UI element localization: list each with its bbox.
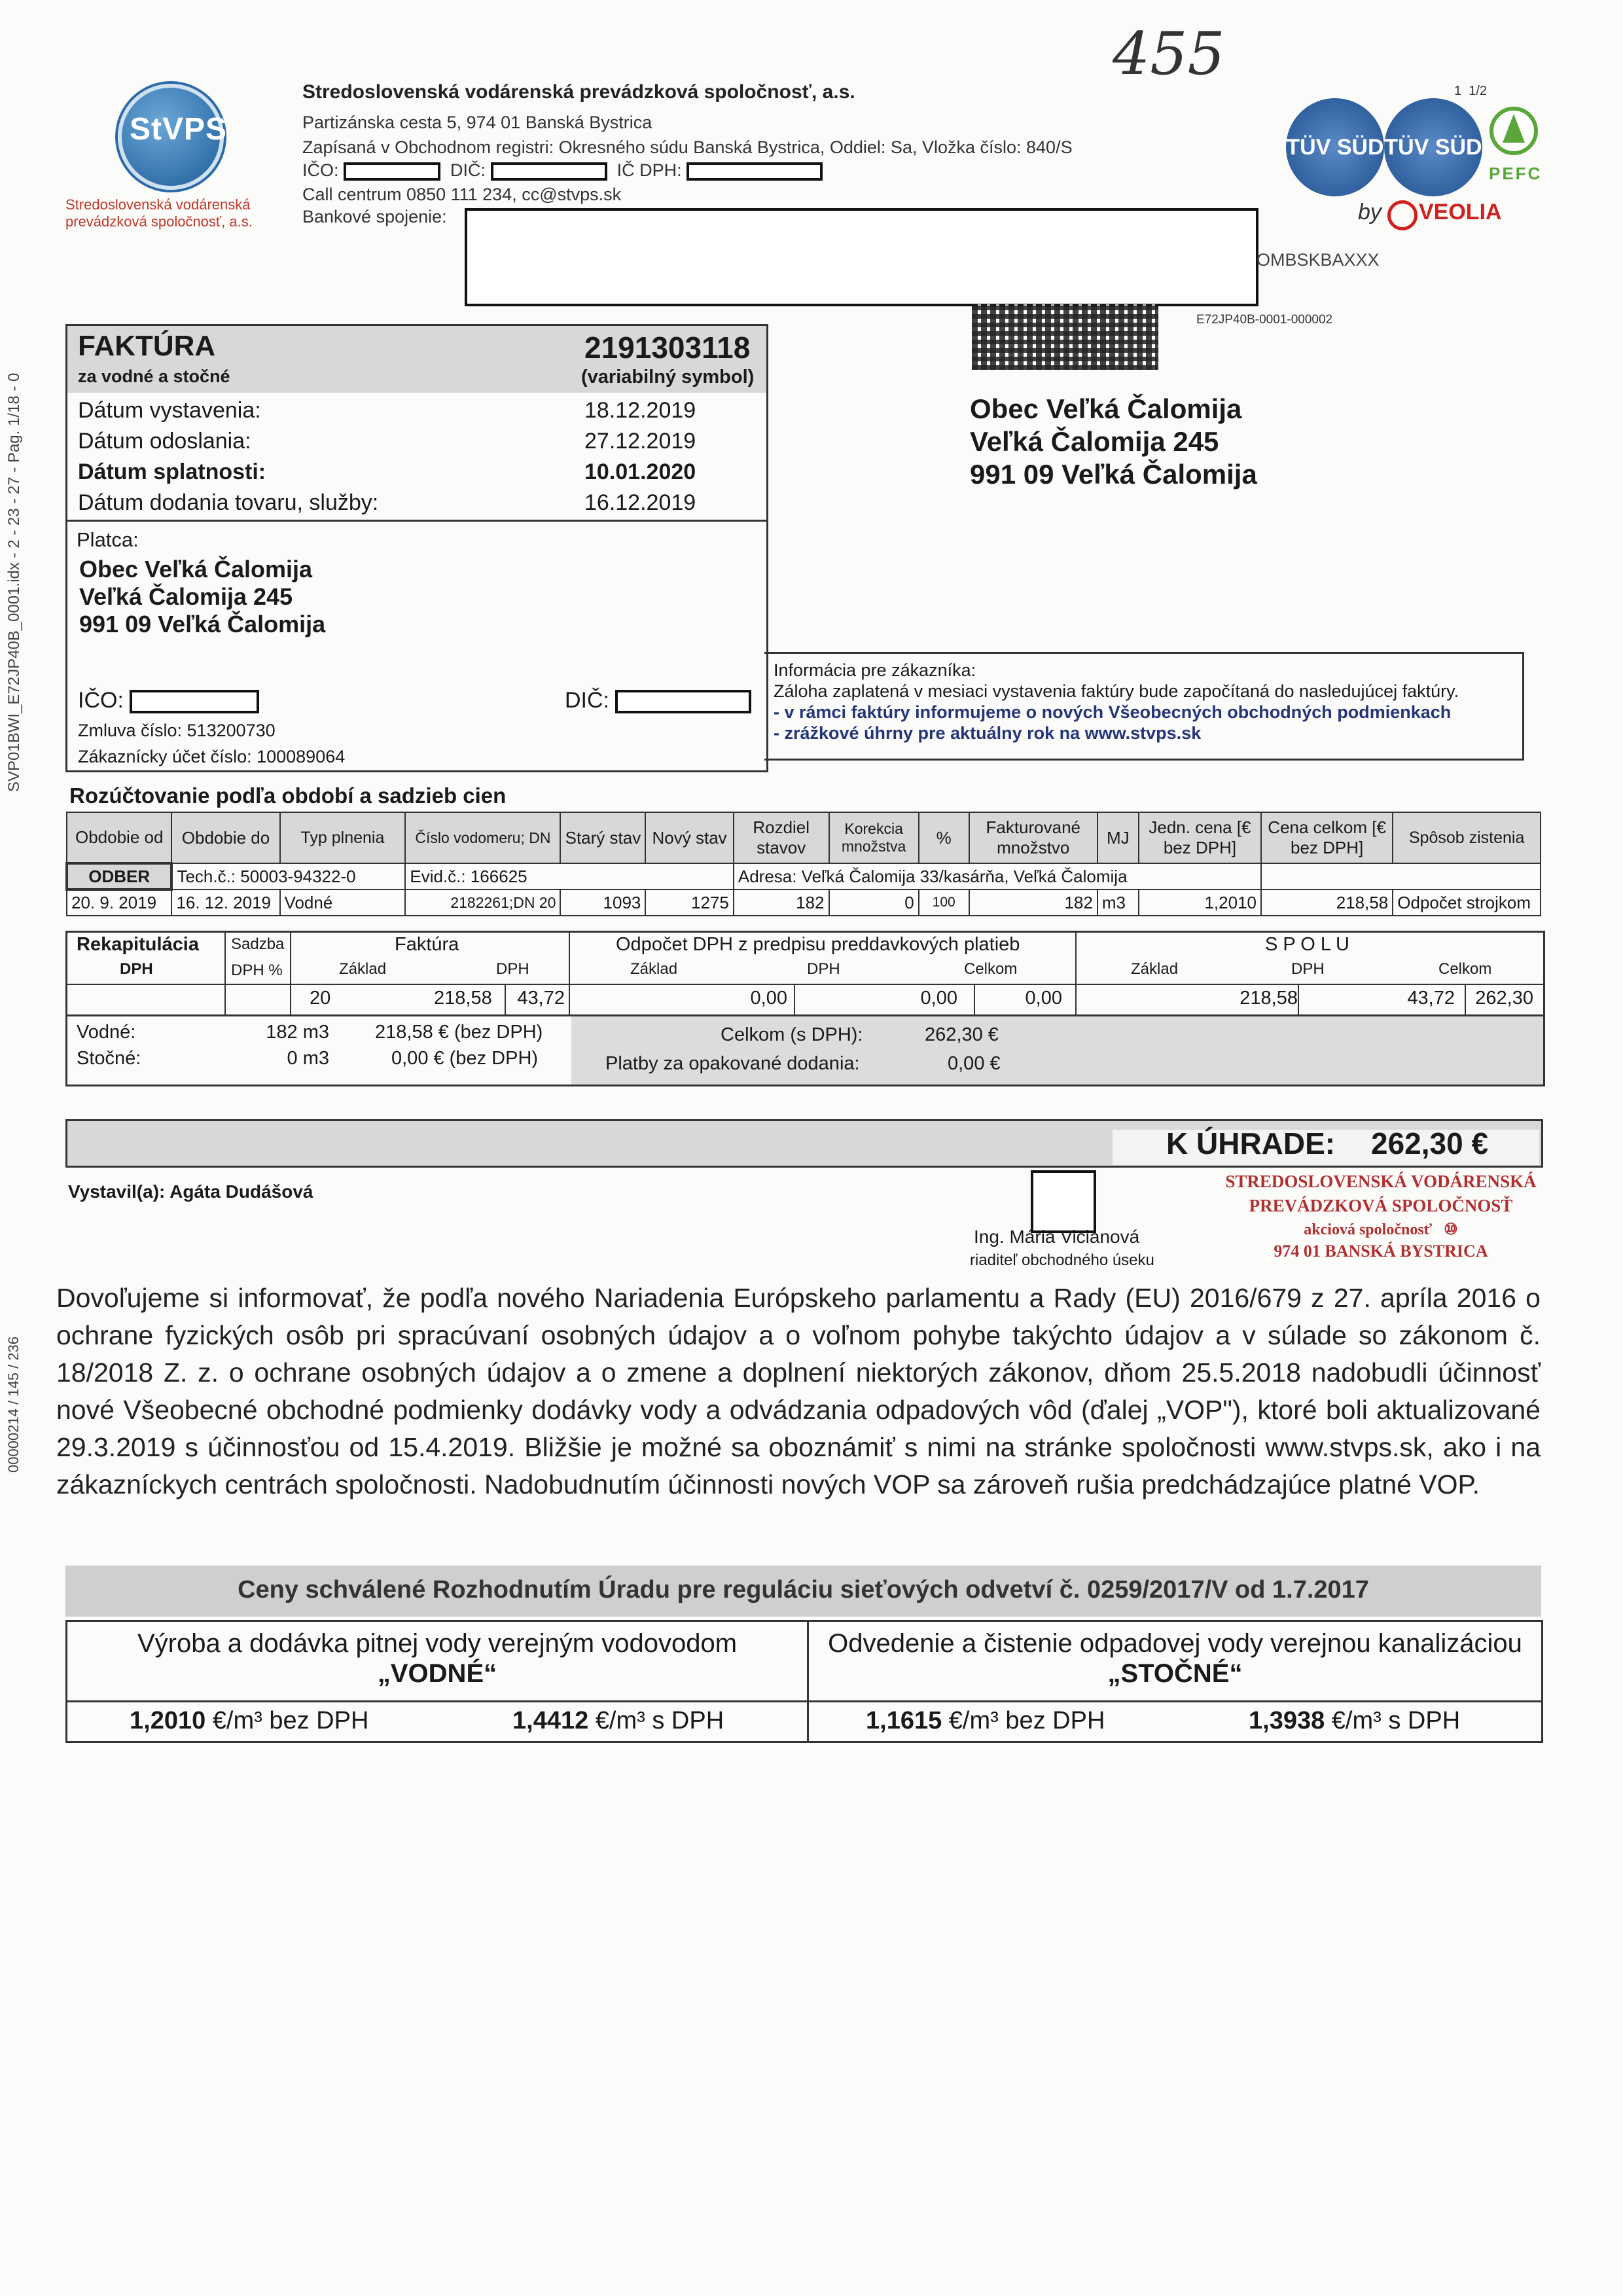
customer-info-line2: - v rámci faktúry informujeme o nových Všeobecných obchodných podmienkach — [774, 702, 1452, 722]
col-unit: MJ — [1097, 812, 1139, 863]
recap-header — [67, 933, 1543, 984]
payer-ico: IČO: — [78, 688, 259, 713]
recap-box — [65, 931, 1545, 1016]
pefc-tree-icon — [1484, 105, 1556, 164]
summary-vodne-amount: 218,58 € (bez DPH) — [375, 1022, 543, 1043]
cell-total: 218,58 — [1261, 889, 1393, 916]
recap-s-vat: 43,72 — [1407, 988, 1455, 1009]
company-registry: Zapísaná v Obchodnom registri: Okresného súdu Banská Bystrica, Oddiel: Sa, Vložka číslo: 840/S — [302, 137, 1073, 157]
summary-total-label: Celkom (s DPH): — [721, 1024, 863, 1045]
recap-title: Rekapitulácia — [77, 934, 199, 955]
price-sewage-vat: 1,3938 €/m³ s DPH — [1249, 1707, 1461, 1734]
issued-by: Vystavil(a): Agáta Dudášová — [68, 1181, 313, 1202]
due-date: 10.01.2020 — [584, 459, 696, 484]
invoice-box — [65, 324, 768, 522]
recap-s-base: 218,58 — [1240, 988, 1298, 1009]
odber-empty — [1261, 863, 1541, 889]
customer-info-line3: - zrážkové úhrny pre aktuálny rok na www.stvps.sk — [774, 723, 1202, 743]
company-stamp: STREDOSLOVENSKÁ VODÁRENSKÁ PREVÁDZKOVÁ SPOLOČNOSŤ akciová spoločnosť ⑩ 974 01 BANSKÁ BYSTRICA — [1225, 1172, 1537, 1261]
customer-info-box — [764, 652, 1524, 761]
due-date-label: Dátum splatnosti: — [78, 459, 266, 484]
handwritten-mark: 455 — [1113, 20, 1225, 88]
recap-f-vat-h: DPH — [496, 960, 529, 978]
invoice-subtitle: za vodné a stočné — [78, 367, 230, 386]
customer-account: Zákaznícky účet číslo: 100089064 — [78, 747, 346, 766]
customer-info-line1: Záloha zaplatená v mesiaci vystavenia faktúry bude započítaná do nasledujúcej faktúry. — [774, 681, 1459, 701]
recipient-address: Obec Veľká Čalomija Veľká Čalomija 245 991 09 Veľká Čalomija — [970, 393, 1257, 490]
side-code-bottom: 00000214 / 145 / 236 — [5, 1336, 22, 1473]
variable-symbol-label: (variabilný symbol) — [581, 367, 755, 387]
recap-f-base: 218,58 — [434, 988, 492, 1009]
col-difference: Rozdiel stavov — [734, 812, 829, 863]
odber-row — [67, 863, 1541, 889]
qr-code — [972, 304, 1158, 370]
col-percent: % — [919, 812, 969, 863]
col-period-to: Obdobie do — [171, 812, 279, 863]
col-meter: Číslo vodomeru; DN — [405, 812, 560, 863]
recap-invoice: Faktúra — [395, 934, 459, 955]
col-new-state: Nový stav — [645, 812, 733, 863]
invoice-title: FAKTÚRA — [78, 330, 216, 362]
gdpr-notice: Dovoľujeme si informovať, že podľa nového Nariadenia Európskeho parlamentu a Rady (EU) 2016/679 z 27. apríla 2016 o ochrane fyzických osôb pri spracúvaní osobných údajov a o voľnom pohybe takýchto údajov a v súlade so zákonom č. 18/2018 Z. z. o ochrane osobných údajov a o zmene a doplnení niektorých zákonov, dňom 25.5.2018 nadobudli účinnosť nové Všeobecné obchodné podmienky dodávky vody a odvádzania odpadových vôd (ďalej „VOP"), ktoré boli aktualizované 29.3.2019 s účinnosťou od 15.4.2019. Bližšie je možné sa oboznámiť s nimi na stránke spoločnosti www.stvps.sk, ako i na zákazníckych centrách spoločnosti. Nadobudnutím účinnosti nových VOP sa zároveň rušia predchádzajúce platné VOP. — [56, 1283, 1541, 1499]
recap-o-total: 0,00 — [1025, 988, 1062, 1009]
evid-number: Evid.č.: 166625 — [405, 863, 733, 889]
tuv-cert-icon-2: TÜV SÜD — [1384, 98, 1482, 196]
col-type: Typ plnenia — [280, 812, 406, 863]
recap-f-vat: 43,72 — [517, 988, 565, 1009]
cell-corr: 0 — [829, 889, 919, 916]
recap-s-total-h: Celkom — [1438, 960, 1492, 978]
signatory-role: riaditeľ obchodného úseku — [970, 1251, 1154, 1269]
col-method: Spôsob zistenia — [1393, 812, 1541, 863]
tech-number: Tech.č.: 50003-94322-0 — [171, 863, 405, 889]
billing-table — [65, 812, 1541, 916]
prices-box — [65, 1620, 1543, 1743]
col-correction: Korekcia množstva — [829, 812, 919, 863]
signatory-name: Ing. Mária Vicianová — [974, 1227, 1140, 1247]
cell-method: Odpočet strojkom — [1393, 889, 1541, 916]
send-date-label: Dátum odoslania: — [78, 429, 251, 454]
summary-stocne-qty: 0 m3 — [287, 1048, 329, 1069]
payer-box — [65, 520, 768, 772]
recap-deduction: Odpočet DPH z predpisu preddavkových platieb — [616, 934, 1020, 955]
recap-o-base: 0,00 — [750, 988, 787, 1009]
cell-from: 20. 9. 2019 — [67, 889, 171, 916]
recap-o-base-h: Základ — [630, 960, 678, 978]
odber-label: ODBER — [67, 863, 171, 889]
cell-percent: 100 — [919, 889, 969, 916]
cell-meter: 2182261;DN 20 — [405, 889, 560, 916]
price-water-vat: 1,4412 €/m³ s DPH — [512, 1707, 724, 1734]
contract-number: Zmluva číslo: 513200730 — [78, 721, 276, 740]
side-code-top: SVP01BWI_E72JP40B_0001.idx - 2 - 23 - 27 - Pag. 1/18 - 0 — [5, 372, 23, 792]
prices-title: Ceny schválené Rozhodnutím Úradu pre reguláciu sieťových odvetví č. 0259/2017/V od 1.7.2017 — [238, 1576, 1369, 1604]
cell-diff: 182 — [734, 889, 829, 916]
cell-old: 1093 — [560, 889, 645, 916]
send-date: 27.12.2019 — [584, 429, 696, 454]
recap-s-total: 262,30 — [1475, 988, 1533, 1009]
recap-o-total-h: Celkom — [964, 960, 1018, 978]
cell-unit: m3 — [1097, 889, 1139, 916]
company-name: Stredoslovenská vodárenská prevádzková spoločnosť, a.s. — [302, 81, 855, 103]
cell-unit-price: 1,2010 — [1139, 889, 1261, 916]
pefc-label: PEFC — [1489, 164, 1543, 183]
recap-dph: DPH — [120, 960, 153, 978]
by-label: by — [1358, 200, 1382, 224]
bank-label: Bankové spojenie: — [302, 207, 447, 226]
cell-to: 16. 12. 2019 — [171, 889, 279, 916]
company-ids: IČO: DIČ: IČ DPH: — [302, 160, 823, 181]
logo-subtitle: Stredoslovenská vodárenská prevádzková spoločnosť, a.s. — [65, 196, 253, 230]
recap-rate-label2: DPH % — [231, 961, 283, 979]
call-centre: Call centrum 0850 111 234, cc@stvps.sk — [302, 185, 622, 204]
summary-repeat-label: Platby za opakované dodania: — [605, 1053, 860, 1074]
col-billed-qty: Fakturované množstvo — [969, 812, 1097, 863]
doc-code: E72JP40B-0001-000002 — [1196, 313, 1333, 327]
summary-box — [65, 1014, 1545, 1086]
issue-date-label: Dátum vystavenia: — [78, 398, 261, 423]
billing-section-title: Rozúčtovanie podľa období a sadzieb cien — [69, 783, 507, 808]
col-period-from: Obdobie od — [67, 812, 171, 863]
cell-new: 1275 — [645, 889, 733, 916]
summary-stocne-label: Stočné: — [77, 1048, 141, 1069]
recap-o-vat: 0,00 — [920, 988, 957, 1009]
summary-vodne-label: Vodné: — [77, 1022, 136, 1043]
veolia-icon — [1387, 200, 1418, 230]
cell-type: Vodné — [280, 889, 406, 916]
billing-header-row — [67, 812, 1541, 863]
to-pay-label: K ÚHRADE: — [1166, 1126, 1336, 1160]
delivery-date-label: Dátum dodania tovaru, služby: — [78, 490, 379, 515]
to-pay-value: 262,30 € — [1371, 1126, 1489, 1160]
customer-info-title: Informácia pre zákazníka: — [774, 660, 976, 680]
recap-rate: 20 — [310, 988, 331, 1009]
summary-repeat-value: 0,00 € — [948, 1053, 1001, 1074]
bank-redaction — [465, 208, 1258, 306]
signature-redaction — [1031, 1170, 1096, 1233]
issue-date: 18.12.2019 — [584, 398, 696, 423]
prices-left-head: Výroba a dodávka pitnej vody verejným vodovodom „VODNÉ“ — [137, 1629, 738, 1688]
recap-rate-label: Sadzba — [231, 935, 285, 953]
recap-sum: S P O L U — [1265, 934, 1349, 955]
recap-o-vat-h: DPH — [807, 960, 840, 978]
prices-right-head: Odvedenie a čistenie odpadovej vody verejnou kanalizáciou „STOČNÉ“ — [828, 1629, 1522, 1688]
recap-s-base-h: Základ — [1131, 960, 1179, 978]
payer-dic: DIČ: — [565, 688, 751, 713]
col-old-state: Starý stav — [560, 812, 645, 863]
logo-text: StVPS — [130, 112, 228, 147]
price-sewage-no-vat: 1,1615 €/m³ bez DPH — [866, 1707, 1105, 1734]
recap-s-vat-h: DPH — [1291, 960, 1325, 978]
payer-address: Obec Veľká Čalomija Veľká Čalomija 245 991 09 Veľká Čalomija — [79, 556, 326, 637]
delivery-date: 16.12.2019 — [584, 490, 696, 515]
summary-vodne-qty: 182 m3 — [266, 1022, 329, 1043]
company-address: Partizánska cesta 5, 974 01 Banská Bystrica — [302, 113, 652, 132]
page-marker: 1 1/2 — [1454, 84, 1488, 98]
summary-total-value: 262,30 € — [925, 1024, 999, 1045]
col-total-price: Cena celkom [€ bez DPH] — [1261, 812, 1393, 863]
price-water-no-vat: 1,2010 €/m³ bez DPH — [130, 1707, 369, 1734]
cell-billed: 182 — [969, 889, 1097, 916]
veolia-logo: VEOLIA — [1419, 200, 1502, 224]
payer-label: Platca: — [77, 528, 139, 551]
col-unit-price: Jedn. cena [€ bez DPH] — [1139, 812, 1261, 863]
invoice-number: 2191303118 — [584, 331, 751, 365]
recap-f-base-h: Základ — [339, 960, 387, 978]
tuv-cert-icon: TÜV SÜD — [1286, 98, 1384, 196]
summary-stocne-amount: 0,00 € (bez DPH) — [391, 1048, 539, 1069]
table-row — [67, 889, 1541, 916]
odber-address: Adresa: Veľká Čalomija 33/kasárňa, Veľká Čalomija — [734, 863, 1261, 889]
swift-fragment: OMBSKBAXXX — [1257, 250, 1380, 270]
